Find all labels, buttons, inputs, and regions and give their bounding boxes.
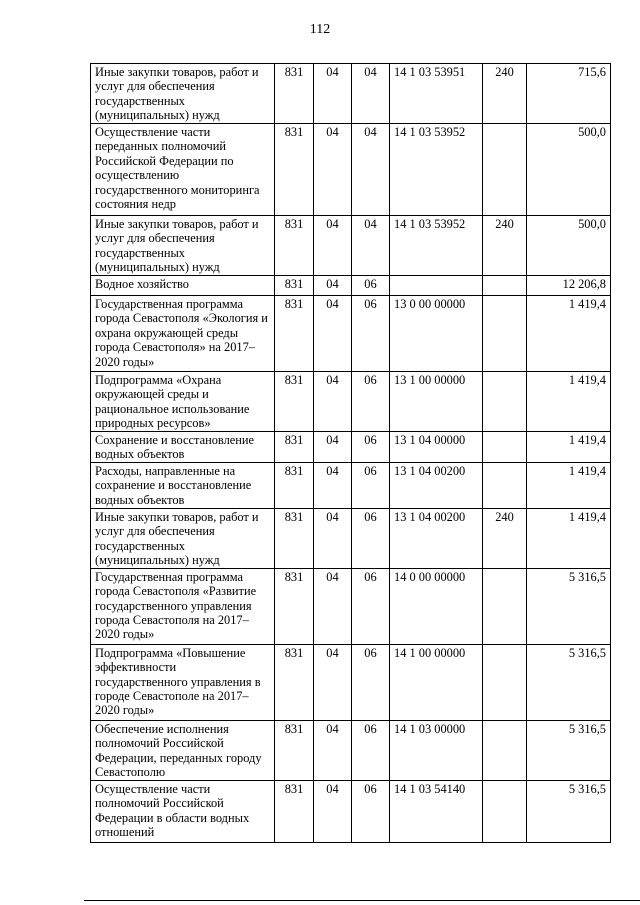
- row-ved: 831: [275, 568, 314, 644]
- row-name: Осуществление части переданных полномочий Российской Федерации по осуществлению государственного мониторинга состояния недр: [91, 124, 275, 216]
- row-sum: 1 419,4: [527, 372, 611, 432]
- row-ved: 831: [275, 432, 314, 463]
- row-sum: 1 419,4: [527, 508, 611, 568]
- row-pr: 04: [352, 216, 390, 276]
- row-name: Государственная программа города Севастополя «Экология и охрана окружающей среды города Севастополя» на 2017–2020 годы»: [91, 296, 275, 372]
- row-vr: 240: [483, 216, 527, 276]
- row-sum: 1 419,4: [527, 462, 611, 508]
- row-csr: 13 1 04 00200: [390, 508, 483, 568]
- table-row: [91, 568, 611, 644]
- row-sum: 715,6: [527, 64, 611, 124]
- table-row: [91, 64, 611, 124]
- table-row: [91, 508, 611, 568]
- row-vr: [483, 780, 527, 842]
- row-csr: 13 1 00 00000: [390, 372, 483, 432]
- table-row: [91, 462, 611, 508]
- row-pr: 04: [352, 64, 390, 124]
- table-row: [91, 124, 611, 216]
- row-name: Иные закупки товаров, работ и услуг для обеспечения государственных (муниципальных) нужд: [91, 508, 275, 568]
- row-ved: 831: [275, 508, 314, 568]
- budget-table: [90, 63, 611, 843]
- row-rz: 04: [314, 508, 352, 568]
- row-ved: 831: [275, 216, 314, 276]
- row-csr: 14 1 03 00000: [390, 720, 483, 780]
- row-csr: 14 1 03 54140: [390, 780, 483, 842]
- row-sum: 5 316,5: [527, 720, 611, 780]
- row-rz: 04: [314, 780, 352, 842]
- table-row: [91, 780, 611, 842]
- table-row: [91, 720, 611, 780]
- row-pr: 06: [352, 276, 390, 296]
- page-bottom-rule: [84, 900, 640, 901]
- row-rz: 04: [314, 124, 352, 216]
- row-sum: 5 316,5: [527, 644, 611, 720]
- row-csr: 13 1 04 00000: [390, 432, 483, 463]
- row-sum: 5 316,5: [527, 568, 611, 644]
- row-csr: 14 1 00 00000: [390, 644, 483, 720]
- row-pr: 06: [352, 644, 390, 720]
- row-pr: 04: [352, 124, 390, 216]
- row-csr: 13 0 00 00000: [390, 296, 483, 372]
- row-name: Обеспечение исполнения полномочий Российской Федерации, переданных городу Севастополю: [91, 720, 275, 780]
- table-row: [91, 644, 611, 720]
- row-ved: 831: [275, 644, 314, 720]
- row-name: Подпрограмма «Охрана окружающей среды и рациональное использование природных ресурсов»: [91, 372, 275, 432]
- row-name: Подпрограмма «Повышение эффективности государственного управления в городе Севастополе на 2017–2020 годы»: [91, 644, 275, 720]
- row-name: Расходы, направленные на сохранение и восстановление водных объектов: [91, 462, 275, 508]
- row-csr: 13 1 04 00200: [390, 462, 483, 508]
- row-ved: 831: [275, 720, 314, 780]
- row-vr: [483, 720, 527, 780]
- row-csr: [390, 276, 483, 296]
- row-ved: 831: [275, 64, 314, 124]
- row-sum: 500,0: [527, 216, 611, 276]
- row-vr: [483, 568, 527, 644]
- row-vr: 240: [483, 64, 527, 124]
- row-sum: 500,0: [527, 124, 611, 216]
- row-vr: [483, 432, 527, 463]
- row-rz: 04: [314, 432, 352, 463]
- row-csr: 14 0 00 00000: [390, 568, 483, 644]
- row-name: Иные закупки товаров, работ и услуг для обеспечения государственных (муниципальных) нужд: [91, 216, 275, 276]
- budget-table-body: [91, 64, 611, 843]
- row-vr: [483, 276, 527, 296]
- row-rz: 04: [314, 276, 352, 296]
- row-ved: 831: [275, 780, 314, 842]
- row-pr: 06: [352, 508, 390, 568]
- row-name: Государственная программа города Севастополя «Развитие государственного управления города Севастополя на 2017–2020 годы»: [91, 568, 275, 644]
- row-vr: [483, 644, 527, 720]
- row-ved: 831: [275, 462, 314, 508]
- row-vr: 240: [483, 508, 527, 568]
- row-name: Сохранение и восстановление водных объектов: [91, 432, 275, 463]
- row-pr: 06: [352, 780, 390, 842]
- row-sum: 12 206,8: [527, 276, 611, 296]
- row-rz: 04: [314, 462, 352, 508]
- row-rz: 04: [314, 372, 352, 432]
- row-rz: 04: [314, 64, 352, 124]
- row-vr: [483, 124, 527, 216]
- row-pr: 06: [352, 432, 390, 463]
- row-ved: 831: [275, 124, 314, 216]
- row-pr: 06: [352, 372, 390, 432]
- row-rz: 04: [314, 568, 352, 644]
- row-vr: [483, 296, 527, 372]
- row-sum: 5 316,5: [527, 780, 611, 842]
- row-pr: 06: [352, 462, 390, 508]
- table-row: [91, 296, 611, 372]
- row-sum: 1 419,4: [527, 296, 611, 372]
- row-name: Осуществление части полномочий Российской Федерации в области водных отношений: [91, 780, 275, 842]
- row-ved: 831: [275, 296, 314, 372]
- row-vr: [483, 372, 527, 432]
- row-rz: 04: [314, 720, 352, 780]
- table-row: [91, 432, 611, 463]
- row-csr: 14 1 03 53952: [390, 124, 483, 216]
- row-rz: 04: [314, 644, 352, 720]
- table-row: [91, 276, 611, 296]
- row-sum: 1 419,4: [527, 432, 611, 463]
- row-csr: 14 1 03 53952: [390, 216, 483, 276]
- table-row: [91, 216, 611, 276]
- row-ved: 831: [275, 372, 314, 432]
- page-number: 112: [309, 22, 331, 37]
- row-rz: 04: [314, 296, 352, 372]
- row-pr: 06: [352, 568, 390, 644]
- row-csr: 14 1 03 53951: [390, 64, 483, 124]
- row-pr: 06: [352, 720, 390, 780]
- row-name: Иные закупки товаров, работ и услуг для обеспечения государственных (муниципальных) нужд: [91, 64, 275, 124]
- table-row: [91, 372, 611, 432]
- row-rz: 04: [314, 216, 352, 276]
- row-vr: [483, 462, 527, 508]
- row-pr: 06: [352, 296, 390, 372]
- row-ved: 831: [275, 276, 314, 296]
- row-name: Водное хозяйство: [91, 276, 275, 296]
